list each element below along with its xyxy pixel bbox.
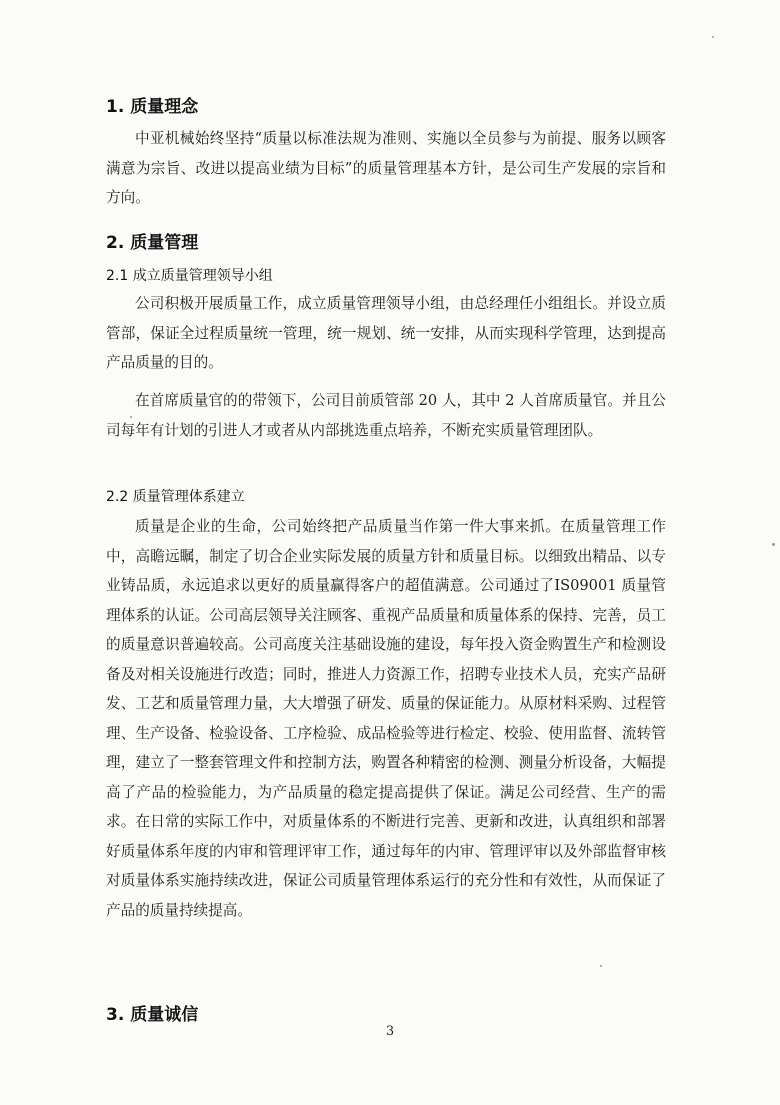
subsection-2-1-paragraph-2: 在首席质量官的的带领下，公司目前质管部 20 人，其中 2 人首席质量官。并且公司每年有计划的引进人才或者从内部挑选重点培养，不断充实质量管理团队。 bbox=[106, 392, 666, 439]
subsection-2-2-heading: 2.2 质量管理体系建立 bbox=[106, 489, 245, 505]
section-2-heading: 2. 质量管理 bbox=[106, 233, 199, 253]
scan-speck bbox=[772, 543, 775, 546]
subsection-2-1-paragraph-1: 公司积极开展质量工作，成立质量管理领导小组，由总经理任小组组长。并设立质管部，保证全过程质量统一管理，统一规划、统一安排，从而实现科学管理，达到提高产品质量的目的。 bbox=[106, 295, 666, 371]
subsection-2-1-heading: 2.1 成立质量管理领导小组 bbox=[106, 268, 273, 284]
section-1-paragraph: 中亚机械始终坚持“质量以标准法规为准则、实施以全员参与为前提、服务以顾客满意为宗旨、改进以提高业绩为目标”的质量管理基本方针，是公司生产发展的宗旨和方向。 bbox=[106, 130, 666, 206]
section-3-heading: 3. 质量诚信 bbox=[106, 1005, 199, 1025]
subsection-2-2-paragraph-1: 质量是企业的生命，公司始终把产品质量当作第一件大事来抓。在质量管理工作中，高瞻远瞩，制定了切合企业实际发展的质量方针和质量目标。以细致出精品、以专业铸品质，永远追求以更好的质量赢得客户的超值满意。公司通过了IS09001 质量管理体系的认证。公司高层领导关注顾客、重视产品质量和质量体系的保持、完善，员工的质量意识普遍较高。公司高度关注基础设施的建设，每年投入资金购置生产和检测设备及对相关设施进行改造；同时，推进人力资源工作，招聘专业技术人员，充实产品研发、工艺和质量管理力量，大大增强了研发、质量的保证能力。从原材料采购、过程管理、生产设备、检验设备、工序检验、成品检验等进行检定、校验、使用监督、流转管理，建立了一整套管理文件和控制方法，购置各种精密的检测、测量分析设备，大幅提高了产品的检验能力，为产品质量的稳定提高提供了保证。满足公司经营、生产的需求。在日常的实际工作中，对质量体系的不断进行完善、更新和改进，认真组织和部署好质量体系年度的内审和管理评审工作，通过每年的内审、管理评审以及外部监督审核对质量体系实施持续改进，保证公司质量管理体系运行的充分性和有效性，从而保证了产品的质量持续提高。 bbox=[106, 518, 666, 919]
page-number: 3 bbox=[385, 1024, 395, 1039]
scan-speck bbox=[712, 36, 714, 38]
section-1-heading: 1. 质量理念 bbox=[106, 97, 199, 117]
scan-speck bbox=[600, 965, 602, 967]
scan-speck bbox=[130, 416, 132, 418]
